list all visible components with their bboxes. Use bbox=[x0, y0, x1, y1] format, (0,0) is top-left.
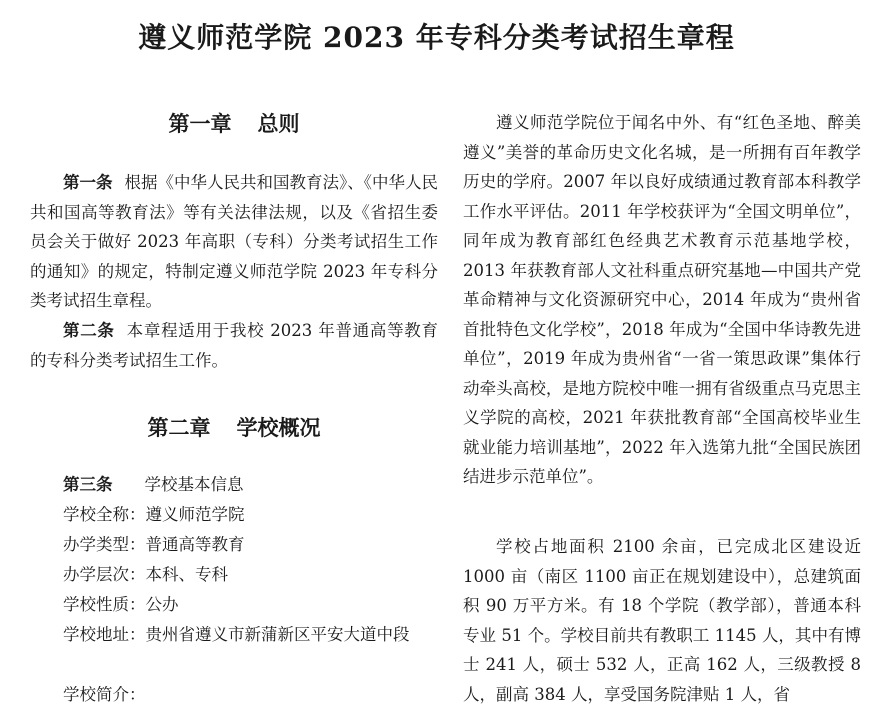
info-value: 贵州省遵义市新蒲新区平安大道中段 bbox=[145, 625, 410, 644]
info-row-school-intro bbox=[30, 680, 438, 710]
article-3-label: 第三条 bbox=[63, 475, 113, 494]
info-key: 办学类型： bbox=[63, 535, 146, 554]
article-3-text: 学校基本信息 bbox=[144, 475, 244, 494]
info-key: 学校全称： bbox=[63, 505, 146, 524]
info-key: 学校性质： bbox=[63, 595, 146, 614]
chapter-1-heading bbox=[30, 108, 438, 138]
article-2-label: 第二条 bbox=[63, 321, 115, 340]
article-1-label: 第一条 bbox=[63, 173, 113, 192]
info-row-school-type bbox=[30, 530, 438, 560]
chapter-2-label: 第二章 bbox=[147, 416, 211, 440]
intro-paragraph-2: 学校占地面积 2100 余亩，已完成北区建设近 1000 亩（南区 1100 亩正在规划建设中），总建筑面积 90 万平方米。有 18 个学院（教学部），普通本科专业 51 个。学校目前共有教职工 1145 人，其中有博士 241 人，硕士 532 人，正高 162 人，三级教授 8 人，副高 384 人，享受国务院津贴 1 人，省 bbox=[463, 537, 861, 704]
article-2-text: 本章程适用于我校 2023 年普通高等教育的专科分类考试招生工作。 bbox=[30, 321, 439, 370]
info-row-school-level bbox=[30, 560, 438, 590]
info-value: 公办 bbox=[145, 595, 179, 614]
info-key: 学校简介： bbox=[63, 685, 146, 704]
info-row-school-nature bbox=[30, 590, 438, 620]
article-1-text: 根据《中华人民共和国教育法》、《中华人民共和国高等教育法》等有关法律法规，以及《省招生委员会关于做好 2023 年高职（专科）分类考试招生工作的通知》的规定，特制定遵义师范学院 2023 年专科分类考试招生章程。 bbox=[30, 173, 438, 310]
info-row-school-address bbox=[30, 620, 438, 650]
article-1 bbox=[30, 168, 438, 316]
info-key: 学校地址： bbox=[63, 625, 146, 644]
intro-paragraph-1: 遵义师范学院位于闻名中外、有“红色圣地、醉美遵义”美誉的革命历史文化名城，是一所拥有百年教学历史的学府。2007 年以良好成绩通过教育部本科教学工作水平评估。2011 年学校获评为“全国文明单位”，同年成为教育部红色经典艺术教育示范基地学校，2013 年获教育部人文社科重点研究基地—中国共产党革命精神与文化资源研究中心，2014 年成为“贵州省首批特色文化学校”，2018 年成为“全国中华诗教先进单位”，2019 年成为贵州省“一省一策思政课”集体行动牵头高校，是地方院校中唯一拥有省级重点马克思主义学院的高校，2021 年获批教育部“全国高校毕业生就业能力培训基地”，2022 年入选第九批“全国民族团结进步示范单位”。 bbox=[463, 113, 861, 486]
article-2 bbox=[30, 316, 438, 375]
info-row-full-name bbox=[30, 500, 438, 530]
chapter-1-name: 总则 bbox=[257, 112, 300, 136]
chapter-2-name: 学校概况 bbox=[236, 416, 321, 440]
info-value: 遵义师范学院 bbox=[145, 505, 245, 524]
info-value: 普通高等教育 bbox=[145, 535, 245, 554]
document-title: 遵义师范学院 2023 年专科分类考试招生章程 bbox=[138, 21, 735, 54]
article-3 bbox=[30, 470, 438, 500]
chapter-1-label: 第一章 bbox=[168, 112, 232, 136]
info-value: 本科、专科 bbox=[145, 565, 228, 584]
chapter-2-heading bbox=[30, 412, 438, 442]
info-key: 办学层次： bbox=[63, 565, 146, 584]
